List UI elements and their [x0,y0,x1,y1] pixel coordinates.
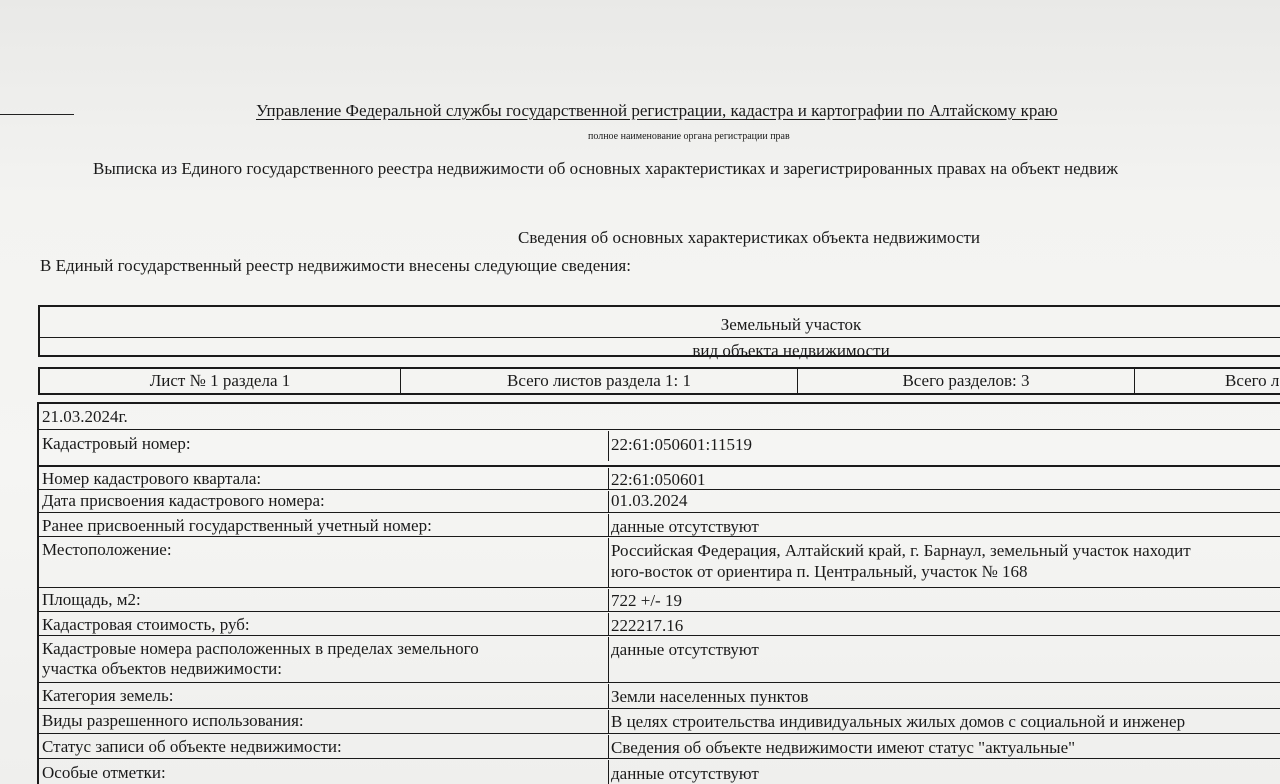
object-kind-row [40,312,1280,338]
agency-caption: полное наименование органа регистрации прав [588,131,790,142]
row-label-line-1: Кадастровые номера расположенных в пределах земельного [42,639,479,658]
row-value [608,538,1280,588]
table-row [39,635,1280,682]
row-label: Кадастровая стоимость, руб: [42,615,250,634]
object-kind: Земельный участок [720,315,862,334]
row-label: Ранее присвоенный государственный учетный номер: [42,516,432,535]
row-value: 22:61:050601 [608,468,1280,490]
table-row [39,611,1280,635]
data-table [37,402,1280,784]
row-value: 01.03.2024 [608,491,1280,513]
total-other: Всего л [1225,371,1280,390]
total-sections: Всего разделов: 3 [798,369,1135,393]
row-label: Кадастровый номер: [42,434,191,453]
location-line-1: Российская Федерация, Алтайский край, г. Барнаул, земельный участок находит [611,541,1191,560]
section-title: Сведения об основных характеристиках объекта недвижимости [518,228,980,247]
table-row [39,587,1280,611]
row-value: Сведения об объекте недвижимости имеют статус "актуальные" [608,735,1280,759]
total-sheets-section: Всего листов раздела 1: 1 [401,369,798,393]
table-row [39,489,1280,512]
object-type-header [38,305,1280,360]
object-kind-caption-row [40,338,1280,363]
row-label-line-2: участка объектов недвижимости: [42,659,282,678]
table-row [39,733,1280,758]
table-row [39,682,1280,708]
row-label [42,639,602,679]
row-value: 222217.16 [608,613,1280,636]
sheet-info-row [38,367,1280,395]
row-label: Площадь, м2: [42,590,141,609]
row-label: Особые отметки: [42,763,166,782]
row-value: Земли населенных пунктов [608,684,1280,709]
table-row [39,512,1280,536]
margin-line [0,114,74,115]
row-value: данные отсутствуют [608,637,1280,683]
extract-date: 21.03.2024г. [42,407,128,426]
location-line-2: юго-восток от ориентира п. Центральный, участок № 168 [611,562,1028,581]
object-kind-caption: вид объекта недвижимости [692,341,890,360]
row-label: Местоположение: [42,540,172,559]
row-value: данные отсутствуют [608,514,1280,537]
row-label: Категория земель: [42,686,174,705]
document-title: Выписка из Единого государственного реестра недвижимости об основных характеристиках и зарегистрированных правах на объект недвиж [93,159,1118,178]
table-row [39,708,1280,733]
table-row [39,465,1280,489]
row-label: Номер кадастрового квартала: [42,469,262,488]
row-label: Виды разрешенного использования: [42,711,304,730]
date-row [39,402,1280,429]
table-row [39,536,1280,587]
row-value: данные отсутствуют [608,760,1280,784]
table-row [39,429,1280,460]
agency-name: Управление Федеральной службы государственной регистрации, кадастра и картографии по Алтайскому краю [256,101,1058,120]
intro-text: В Единый государственный реестр недвижимости внесены следующие сведения: [40,256,631,275]
row-value: В целях строительства индивидуальных жилых домов с социальной и инженер [608,710,1280,734]
row-label: Дата присвоения кадастрового номера: [42,491,325,510]
row-label: Статус записи об объекте недвижимости: [42,737,342,756]
table-row [39,758,1280,784]
row-value: 22:61:050601:11519 [608,431,1280,461]
row-value: 722 +/- 19 [608,589,1280,612]
sheet-number: Лист № 1 раздела 1 [40,369,401,393]
